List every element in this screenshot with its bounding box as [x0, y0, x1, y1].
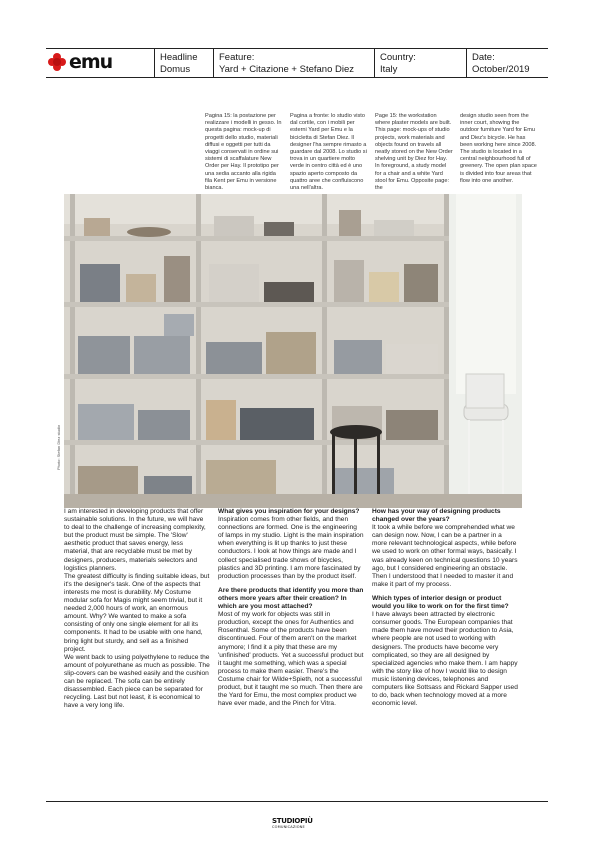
body-column-2 [218, 508, 364, 708]
footer-rule [46, 801, 548, 802]
feature-value: Yard + Citazione + Stefano Diez [219, 64, 355, 75]
header-divider [154, 49, 155, 77]
interview-question: What gives you inspiration for your designs? [218, 508, 360, 515]
date-label: Date: [472, 52, 495, 63]
studio-photo [64, 194, 522, 508]
caption-english-1: Page 15: the workstation where plaster models are built. This page: mock-ups of studio projects, work materials and objects found on travels all neatly stored on the New Order shelving unit by Diez for Hay. In foreground, a study model for a chair and a white Yard stool for Emu. Opposite page: the [375, 113, 453, 192]
date-block [472, 52, 530, 76]
header-divider [374, 49, 375, 77]
headline-label: Headline [160, 52, 198, 63]
header-top-rule [46, 48, 548, 49]
country-block [380, 52, 416, 76]
paragraph: I have always been attracted by electronic consumer goods. The European companies that made them have moved their production to Asia, where people are not used to working with designers. The products have become very complicated, so they are all designed by specialized agencies who make them. I am happy with the story like of how I would like to design music listening devices, telephones and computers like Sottsass and Rickard Sapper used to do, back when technology moved at a more economic level. [372, 611, 518, 708]
header-divider [213, 49, 214, 77]
caption-italian-1: Pagina 15: la postazione per realizzare i modelli in gesso. In questa pagina: mock-up di progetti dello studio, materiali diffusi e oggetti per tutti da viaggi conservati in ordine sui sistemi di scaffalature New Order per Hay. Il prototipo per una sedia accanto alla rigida fila Kent per Emu in versione bianca. [205, 113, 282, 192]
header-divider [466, 49, 467, 77]
feature-block [219, 52, 354, 76]
logo-wordmark: emu [69, 51, 113, 73]
date-value: October/2019 [472, 64, 530, 75]
paragraph: Most of my work for objects was still in production, except the ones for Authentics and Rosenthal. Some of the products have been discontinued. Four of them aren't on the market anymore; I find it a pity that these are my 'unfinished' products. Yet a successful product but it taught me something, which was a special process to make them easier. There's the Costume chair for Wilde+Spieth, not a successful product, but it taught me so much. Then there are the Yard for Emu, the most complex product we have ever made, and the Pinch for Vitra. [218, 611, 364, 708]
paragraph: The greatest difficulty is finding suitable ideas, but it's the designer's task. One of the aspects that interests me most is durability. My Costume modular sofa for Magis might seem trivial, but it needed 2,000 hours of work, an enormous amount. Why? We wanted to make a sofa consisting of only one single element for all its components. It had to be usable with one hand, bring light but sturdy, and sell as a finished project. [64, 572, 210, 653]
body-column-1 [64, 508, 210, 710]
photo-credit: Photo: Stefan Diez studio [56, 424, 61, 470]
studiopiu-logo [272, 818, 313, 830]
paragraph: It took a while before we comprehended what we can design now. Now, I can be a partner in a more relevant technological aspects, while before we used to work on other formal ways, basically. I was already keen on technical questions 10 years ago, but I considered engineering an obstacle. Then I understood that I needed to master it and make it part of my process. [372, 524, 518, 588]
paragraph: We went back to using polyethylene to reduce the amount of polyurethane as much as possible. The slip-covers can be washed easily and the cushion can be replaced. The sofa can be entirely disassembled. Each piece can be separated for recycling. Last but not least, it is economical to have a very long life. [64, 653, 210, 710]
headline-block [160, 52, 198, 76]
country-value: Italy [380, 64, 398, 75]
header-bottom-rule [46, 77, 548, 78]
emu-logo [48, 51, 112, 73]
caption-italian-2: Pagina a fronte: lo studio visto dal cortile, con i mobili per esterni Yard per Emu e la bicicletta di Stefan Diez. Il designer l'ha sempre rimasto a guardare dal 2008. Lo studio si trova in un quartiere molto verde in centro città ed è uno spazio aperto composto da quattro aree che confluiscono una nell'altra. [290, 113, 367, 192]
interview-question: Which types of interior design or product would you like to work on for the first time? [372, 594, 509, 611]
headline-value: Domus [160, 64, 191, 75]
caption-english-2: design studio seen from the inner court, showing the outdoor furniture Yard for Emu and Diez's bicycle. He has been working here since 2008. The studio is located in a central neighbourhood full of greenery. The open plan space is divided into four areas that flow into one another. [460, 113, 537, 184]
studio-shelves-illustration [64, 194, 522, 508]
flower-icon [48, 53, 66, 71]
interview-question: How has your way of designing products changed over the years? [372, 508, 501, 524]
paragraph: I am interested in developing products that offer sustainable solutions. In the future, we will have to deal to the challenge of increasing complexity, but the product must be simple. The 'Slow' aesthetic product that saves energy, less material, that are recyclable must be met by designers, producers, materials selectors and logistics planners. [64, 508, 206, 572]
interview-question: Are there products that identify you more than others more years after their creation? In which are you most attached? [218, 586, 364, 611]
paragraph: Inspiration comes from other fields, and then connections are formed. One is the engineering of lamps in my studio. Light is the main inspiration when everything is lit up thanks to just these conductors. I look at how things are made and I collect specialised trade shows of bicycles, plastics and 3D printing. I am more fascinated by production processes than by the product itself. [218, 516, 364, 580]
footer-logo-subtext: COMUNICAZIONE [272, 825, 305, 829]
country-label: Country: [380, 52, 416, 63]
footer-logo-text: STUDIOPIÙ [272, 817, 313, 825]
feature-label: Feature: [219, 52, 255, 63]
body-column-3 [372, 508, 518, 708]
